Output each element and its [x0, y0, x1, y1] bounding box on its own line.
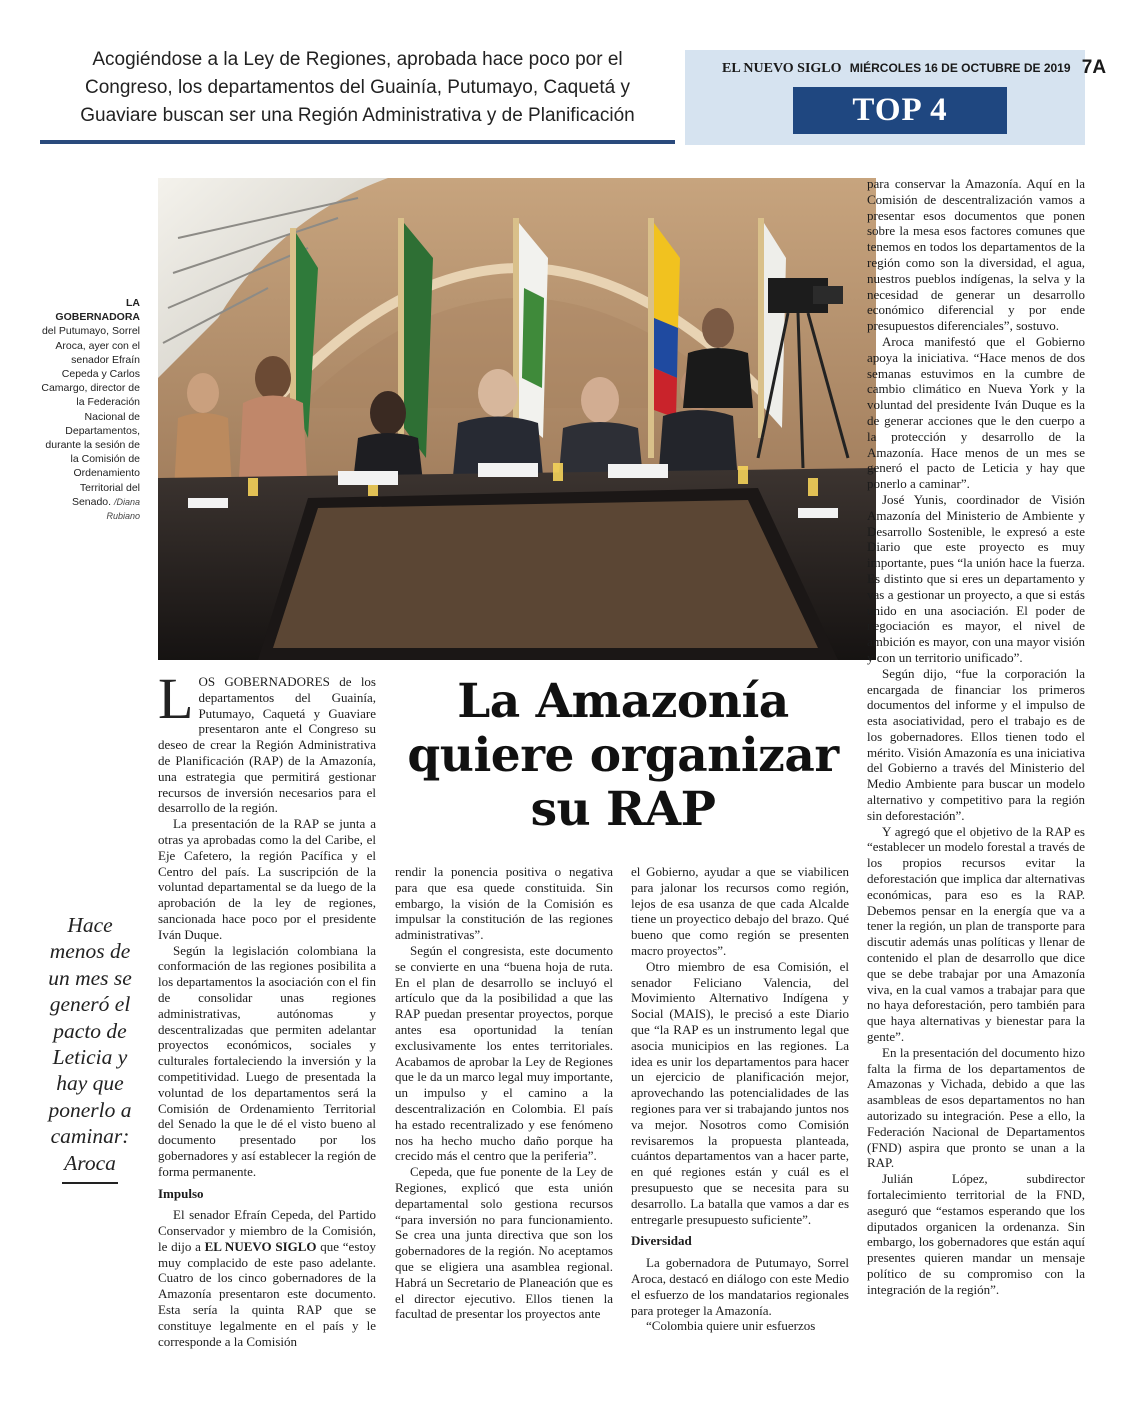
- paragraph-text: El senador Efraín Cepeda, del Partido Conservador y miembro de la Comisión, le dijo a: [158, 1207, 376, 1254]
- paragraph: “Colombia quiere unir esfuerzos: [646, 1318, 816, 1334]
- caption-lead: LA GOBERNADORA: [55, 297, 140, 324]
- deck-line: Acogiéndose a la Ley de Regiones, aprobada hace poco por el: [92, 49, 623, 70]
- headline: La Amazonía quiere organizar su RAP: [407, 674, 839, 837]
- article-column-3: [631, 864, 849, 1334]
- paragraph: Según la legislación colombiana la conformación de las regiones posibilita a los departamentos la asociación con el fin de consolidar unas regiones administrativas, autónomas y descentralizadas que permiten adelantar proyectos económicos, sociales y culturales fortaleciendo la inversión y la competitividad. Luego de presentada la voluntad de los departamentos será la Comisión de Ordenamiento Territorial del Senado la que le dé el visto bueno al documento presentado por los gobernadores y así establecer la región de forma permanente.: [158, 942, 376, 1179]
- photo-caption: [40, 296, 140, 523]
- photo-credit: /Diana Rubiano: [106, 496, 140, 522]
- deck-rule: [40, 140, 675, 144]
- paragraph: Aroca manifestó que el Gobierno apoya la iniciativa. “Hace menos de dos semanas estuvimos en la cumbre de cambio climático en Nueva York y la voluntad del presidente Iván Duque es la de generar acciones que le den cuerpo a la protección y desarrollo de la Amazonía. Hace menos de un mes se generó el pacto de Leticia y hay que ponerlo a caminar”.: [867, 333, 1085, 492]
- subhead-diversidad: Diversidad: [631, 1233, 692, 1249]
- paragraph: Según el congresista, este documento se convierte en una “buena hoja de ruta. En el plan de desarrollo se incluyó el artículo que da la posibilidad a que las RAP puedan presentar proyectos, porque antes esa oportunidad la tenían exclusivamente los entes territoriales. Acabamos de aprobar la Ley de Regiones que le da un marco legal muy importante, un impulso y el camino a la descentralización en Colombia. El país ha estado recentralizado y ese fenómeno nos ha hecho mucho daño porque ha crecido más el centro que la periferia”.: [395, 942, 613, 1164]
- brand-name: EL NUEVO SIGLO: [722, 61, 842, 76]
- deck-line: Congreso, los departamentos del Guainía, Putumayo, Caquetá y: [85, 77, 630, 98]
- article-column-2: [395, 864, 613, 1322]
- pull-quote-rule: [62, 1182, 118, 1184]
- paragraph: el Gobierno, ayudar a que se viabilicen para jalonar los recursos como región, lejos de esa usanza de que cada Alcalde tiene un proyectico debajo del brazo. Qué bueno que como región se presenten macro proyectos”.: [631, 864, 849, 958]
- paragraph: Según dijo, “fue la corporación la encargada de financiar los primeros documentos del informe y el impulso de esta asociatividad, pero el trabajo es de los gobernadores. Ellos tienen todo el mérito. Visión Amazonía es una iniciativa del Gobierno a través del Ministerio del Medio Ambiente para buscar un modelo alternativo y competitivo para la región sin deforestación”.: [867, 665, 1085, 823]
- paragraph: La presentación de la RAP se junta a otras ya aprobadas como la del Caribe, el Eje Cafetero, la región Pacífica y el Centro del país. La suscripción de la voluntad departamental se da luego de la aprobación de la ley de regiones, sancionada hace poco por el presidente Iván Duque.: [158, 816, 376, 942]
- paragraph: Otro miembro de esa Comisión, el senador Feliciano Valencia, del Movimiento Alternativo Indígena y Social (MAIS), le precisó a este Diario que “la RAP es un instrumento legal que asocia municipios en las regiones. La idea es unir los departamentos para hacer un ejercicio de planificación mejor, aprovechando las potencialidades de las regiones para ver si trabajando juntos nos va mejor. Nosotros como Comisión revisaremos la propuesta planteada, cuántos departamentos van a hacer parte, en qué regiones están y cuál es el presupuesto que se necesita para su desarrollo. La batalla que vamos a dar es entregarle presupuesto suficiente”.: [631, 958, 849, 1227]
- lead-text: de los departamentos del Guainía, Putumayo, Caquetá y Guaviare presentaron ante el Congreso su deseo de crear la Región Administrativa de Planificación (RAP) de la Amazonía, una estrategia que permitirá gestionar recursos de inversión necesarios para el desarrollo de la región.: [158, 674, 376, 816]
- paragraph: rendir la ponencia positiva o negativa para que esa quede constituida. Sin embargo, la visión de la Comisión es impulsar la constitución de las regiones administrativas”.: [395, 864, 613, 943]
- news-photo: [158, 178, 876, 660]
- drop-cap: L: [158, 666, 194, 731]
- paragraph: Cepeda, que fue ponente de la Ley de Regiones, explicó que esta unión departamental solo gestiona recursos “para inversión no para funcionamiento. Se crea una junta directiva que son los gobernadores de la región. No aceptamos que se eligiera una asamblea regional. Habrá un Secretario de Planeación que es el director ejecutivo. Ellos tienen la facultad de presentar los proyectos ante: [395, 1164, 613, 1322]
- masthead-line: [722, 56, 1107, 78]
- paragraph: En la presentación del documento hizo falta la firma de los departamentos de Amazonas y Vichada, debido a que las asambleas de esos departamentos no han autorizado su integración. Pese a ello, la Federación Nacional de Departamentos (FND) aspira que pronto se unan a la RAP.: [867, 1044, 1085, 1171]
- deck: [40, 46, 675, 130]
- lead-paragraph: [158, 666, 376, 816]
- brand-mention: EL NUEVO SIGLO: [204, 1238, 317, 1254]
- pull-quote: Hace menos de un mes se generó el pacto de Leticia y hay que ponerlo a caminar: Aroca: [48, 913, 132, 1175]
- deck-line: Guaviare buscan ser una Región Administrativa y de Planificación: [80, 105, 635, 126]
- article-column-1: [158, 666, 376, 1349]
- paragraph: José Yunis, coordinador de Visión Amazonía del Ministerio de Ambiente y Desarrollo Sostenible, le expresó a este Diario que este proyecto es muy importante, pues “la unión hace la fuerza. Es distinto que si eres un departamento y vas a gestionar un proyecto, a que si estás unido en una asociación. El poder de negociación es mayor, el nivel de ambición es mayor, con una mayor visión y con un territorio unificado”.: [867, 491, 1085, 665]
- lead-smallcaps: OS GOBERNADORES: [198, 674, 330, 689]
- paragraph: Y agregó que el objetivo de la RAP es “establecer un modelo forestal a través de los propios recursos evitar la deforestación que implica dar alternativas económicas, para eso es la RAP. Debemos pensar en la energía que va a tener la región, un plan de transporte para discutir además unas políticas y llenar de contenido el plan de desarrollo que dice que se debe trabajar por una Amazonía viva, en la cual vamos a trabajar para que no haya deforestación, pero también para que haya alternativas y bienestar para la gente”.: [867, 823, 1085, 1045]
- section-tab: TOP 4: [793, 87, 1007, 134]
- caption-text: del Putumayo, Sorrel Aroca, ayer con el senador Efraín Cepeda y Carlos Camargo, director de la Federación Nacional de Departamentos, durante la sesión de la Comisión de Ordenamiento Territorial del Senado.: [41, 325, 140, 508]
- paragraph: La gobernadora de Putumayo, Sorrel Aroca, destacó en diálogo con este Medio el esfuerzo de los mandatarios regionales para proteger la Amazonía.: [631, 1255, 849, 1318]
- subhead-impulso: Impulso: [158, 1185, 204, 1201]
- paragraph: para conservar la Amazonía. Aquí en la Comisión de descentralización vamos a presentar esos documentos que ponen sobre la mesa esos factores comunes que tenemos en todos los departamentos de la región como son la diversidad, el agua, nuestros pueblos indígenas, la selva y la necesidad de generar un desarrollo económico diferencial y por ende presupuestos diferenciales”, sostuvo.: [867, 176, 1085, 334]
- page-number: 7A: [1081, 57, 1107, 78]
- paragraph: [158, 1207, 376, 1349]
- meeting-photo-illustration: [158, 178, 876, 660]
- paragraph: Julián López, subdirector fortalecimiento territorial de la FND, aseguró que “estamos esperando que los diputados organicen la ordenanza. Sin embargo, los gobernadores que están aquí presentes quieren mandar un mensaje político de su compromiso con la integración de la región”.: [867, 1171, 1085, 1297]
- article-column-4: [867, 176, 1085, 1298]
- issue-date: MIÉRCOLES 16 DE OCTUBRE DE 2019: [849, 61, 1071, 75]
- paragraph-text: que “estoy muy complacido de este paso adelante. Cuatro de los cinco gobernadores de la Amazonía presentaron este documento. Esta sería la quinta RAP que se constituye legalmente en el país y le corresponde a la Comisión: [158, 1238, 376, 1349]
